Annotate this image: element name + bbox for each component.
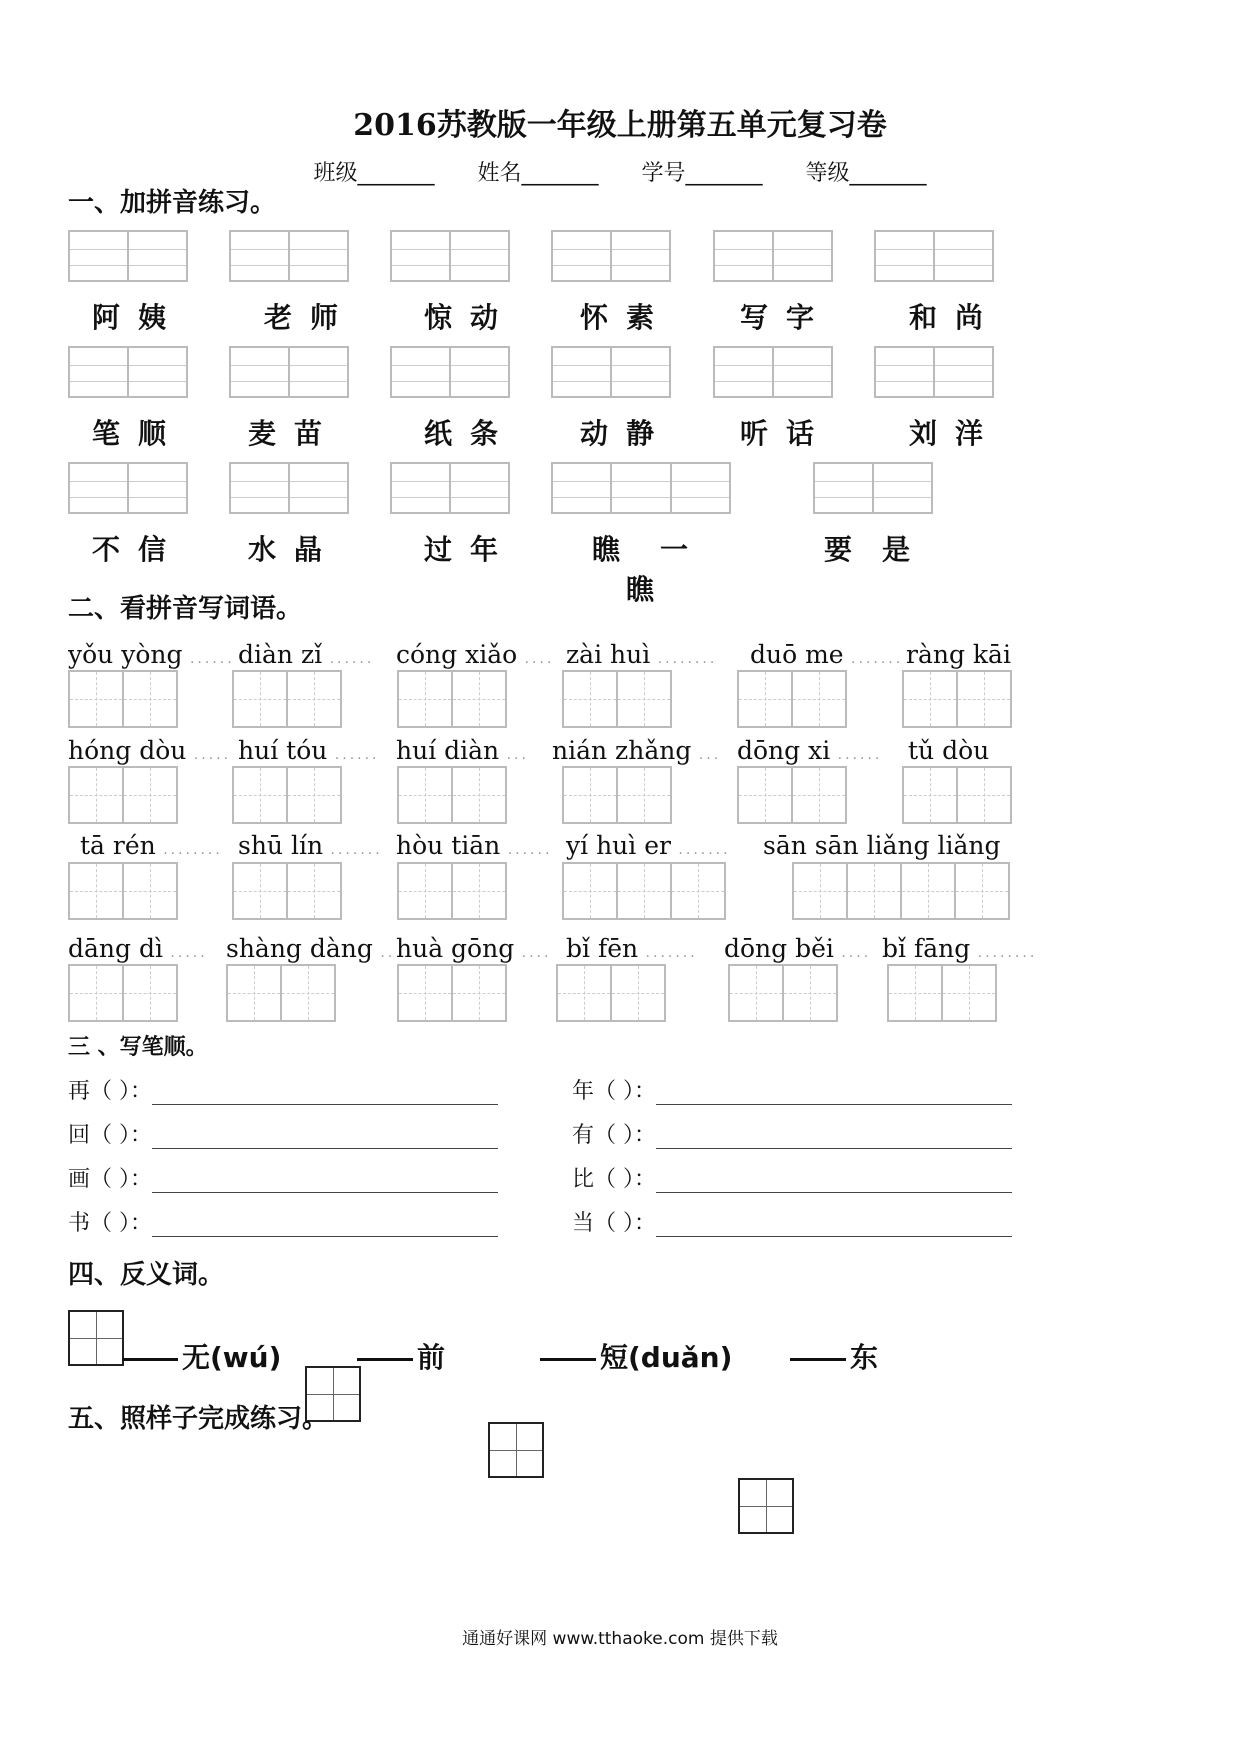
stroke-answer-line[interactable] <box>152 1216 498 1237</box>
stroke-row: 有（ ）： <box>572 1118 1012 1149</box>
stroke-answer-line[interactable] <box>152 1172 498 1193</box>
pinyin-box[interactable] <box>713 346 833 398</box>
tianzige-box[interactable] <box>68 766 176 824</box>
stroke-answer-line[interactable] <box>656 1128 1012 1149</box>
pinyin-box[interactable] <box>874 346 994 398</box>
tianzige-box[interactable] <box>397 670 505 728</box>
pinyin-box[interactable] <box>229 230 349 282</box>
antonym-box[interactable] <box>738 1478 794 1534</box>
pinyin-label: cóng xiǎo .... <box>396 640 555 669</box>
section-4-heading: 四、反义词。 <box>68 1260 225 1290</box>
stroke-answer-line[interactable] <box>656 1084 1012 1105</box>
word: 刘洋 <box>908 417 1001 450</box>
stroke-row: 再（ ）： <box>68 1074 498 1105</box>
stroke-row: 比（ ）： <box>572 1162 1012 1193</box>
name-field[interactable]: 姓名_______ <box>477 161 599 186</box>
stroke-row: 回（ ）： <box>68 1118 498 1149</box>
stroke-answer-line[interactable] <box>656 1216 1012 1237</box>
word: 水晶 <box>247 533 340 566</box>
tianzige-box[interactable] <box>68 964 176 1022</box>
tianzige-box[interactable] <box>792 862 1008 920</box>
tianzige-box[interactable] <box>68 862 176 920</box>
tianzige-box[interactable] <box>887 964 995 1022</box>
pinyin-box[interactable] <box>551 346 671 398</box>
word: 动静 <box>579 417 672 450</box>
pinyin-label: dōng xi ...... <box>737 736 883 765</box>
pinyin-label: tǔ dòu <box>908 736 990 765</box>
tianzige-box[interactable] <box>737 670 845 728</box>
tianzige-box[interactable] <box>232 766 340 824</box>
stroke-answer-line[interactable] <box>152 1084 498 1105</box>
pinyin-box[interactable] <box>68 346 188 398</box>
pinyin-label: tā rén ........ <box>80 831 223 860</box>
pinyin-label: shàng dàng .. <box>226 934 396 963</box>
tianzige-box[interactable] <box>902 670 1010 728</box>
pinyin-label: nián zhǎng ... <box>552 736 722 765</box>
class-field[interactable]: 班级_______ <box>313 161 435 186</box>
pinyin-label: hòu tiān ...... <box>396 831 553 860</box>
section-2-heading: 二、看拼音写词语。 <box>68 594 303 624</box>
antonym-word: 东 <box>790 1336 878 1376</box>
antonym-word: 短(duǎn) <box>540 1336 732 1376</box>
tianzige-box[interactable] <box>226 964 334 1022</box>
pinyin-box[interactable] <box>390 462 510 514</box>
pinyin-label: diàn zǐ ...... <box>238 640 375 669</box>
antonym-word: 无(wú) <box>122 1336 281 1376</box>
tianzige-box[interactable] <box>397 964 505 1022</box>
pinyin-label: bǐ fēn ....... <box>566 934 698 963</box>
stroke-row: 年（ ）： <box>572 1074 1012 1105</box>
antonym-word: 前 <box>357 1336 445 1376</box>
tianzige-box[interactable] <box>232 862 340 920</box>
pinyin-box[interactable] <box>229 462 349 514</box>
word: 过年 <box>423 533 516 566</box>
pinyin-label: huí tóu ...... <box>238 736 380 765</box>
tianzige-box[interactable] <box>232 670 340 728</box>
tianzige-box[interactable] <box>562 862 724 920</box>
page-title: 2016苏教版一年级上册第五单元复习卷 <box>353 108 887 143</box>
stroke-row: 画（ ）： <box>68 1162 498 1193</box>
tianzige-box[interactable] <box>556 964 664 1022</box>
stroke-row: 书（ ）： <box>68 1206 498 1237</box>
section-5-heading: 五、照样子完成练习。 <box>68 1404 329 1434</box>
tianzige-box[interactable] <box>562 766 670 824</box>
pinyin-box[interactable] <box>68 462 188 514</box>
pinyin-label: yǒu yòng ...... <box>68 640 235 669</box>
tianzige-box[interactable] <box>397 766 505 824</box>
tianzige-box[interactable] <box>68 670 176 728</box>
tianzige-box[interactable] <box>562 670 670 728</box>
pinyin-label: huí diàn ... <box>396 736 529 765</box>
word: 纸条 <box>423 417 516 450</box>
pinyin-box[interactable] <box>229 346 349 398</box>
word: 惊动 <box>423 301 516 334</box>
pinyin-label: dōng běi .... <box>724 934 872 963</box>
pinyin-label: zài huì ........ <box>566 640 718 669</box>
pinyin-label: hóng dòu ..... <box>68 736 232 765</box>
number-field[interactable]: 学号_______ <box>641 161 763 186</box>
antonym-box[interactable] <box>488 1422 544 1478</box>
pinyin-box[interactable] <box>713 230 833 282</box>
pinyin-label: shū lín ....... <box>238 831 383 860</box>
word: 老师 <box>263 301 356 334</box>
pinyin-label: ràng kāi <box>906 640 1011 669</box>
pinyin-label: duō me ....... <box>750 640 904 669</box>
pinyin-box[interactable] <box>68 230 188 282</box>
tianzige-box[interactable] <box>902 766 1010 824</box>
antonym-box[interactable] <box>68 1310 124 1366</box>
word: 阿姨 <box>91 301 184 334</box>
stroke-answer-line[interactable] <box>656 1172 1012 1193</box>
pinyin-label: huà gōng .... <box>396 934 552 963</box>
pinyin-box[interactable] <box>813 462 933 514</box>
word: 要是 <box>823 533 940 566</box>
word: 怀素 <box>579 301 672 334</box>
word: 瞧一瞧 <box>591 533 728 606</box>
pinyin-label: bǐ fāng ........ <box>882 934 1038 963</box>
pinyin-label: yí huì er ....... <box>566 831 731 860</box>
word: 不信 <box>91 533 184 566</box>
section-3-heading: 三 、写笔顺。 <box>68 1035 208 1060</box>
footer: 通通好课网 www.tthaoke.com 提供下载 <box>462 1629 778 1649</box>
pinyin-box[interactable] <box>390 346 510 398</box>
word: 听话 <box>739 417 832 450</box>
word: 麦苗 <box>247 417 340 450</box>
pinyin-label: sān sān liǎng liǎng <box>763 831 1001 860</box>
pinyin-box[interactable] <box>390 230 510 282</box>
word: 和尚 <box>908 301 1001 334</box>
tianzige-box[interactable] <box>397 862 505 920</box>
pinyin-label: dāng dì ..... <box>68 934 208 963</box>
pinyin-box[interactable] <box>551 230 671 282</box>
grade-field[interactable]: 等级_______ <box>805 161 927 186</box>
stroke-answer-line[interactable] <box>152 1128 498 1149</box>
section-1-heading: 一、加拼音练习。 <box>68 188 277 218</box>
stroke-row: 当（ ）： <box>572 1206 1012 1237</box>
pinyin-box[interactable] <box>874 230 994 282</box>
tianzige-box[interactable] <box>737 766 845 824</box>
pinyin-box[interactable] <box>551 462 731 514</box>
word: 笔顺 <box>91 417 184 450</box>
word: 写字 <box>739 301 832 334</box>
tianzige-box[interactable] <box>728 964 836 1022</box>
